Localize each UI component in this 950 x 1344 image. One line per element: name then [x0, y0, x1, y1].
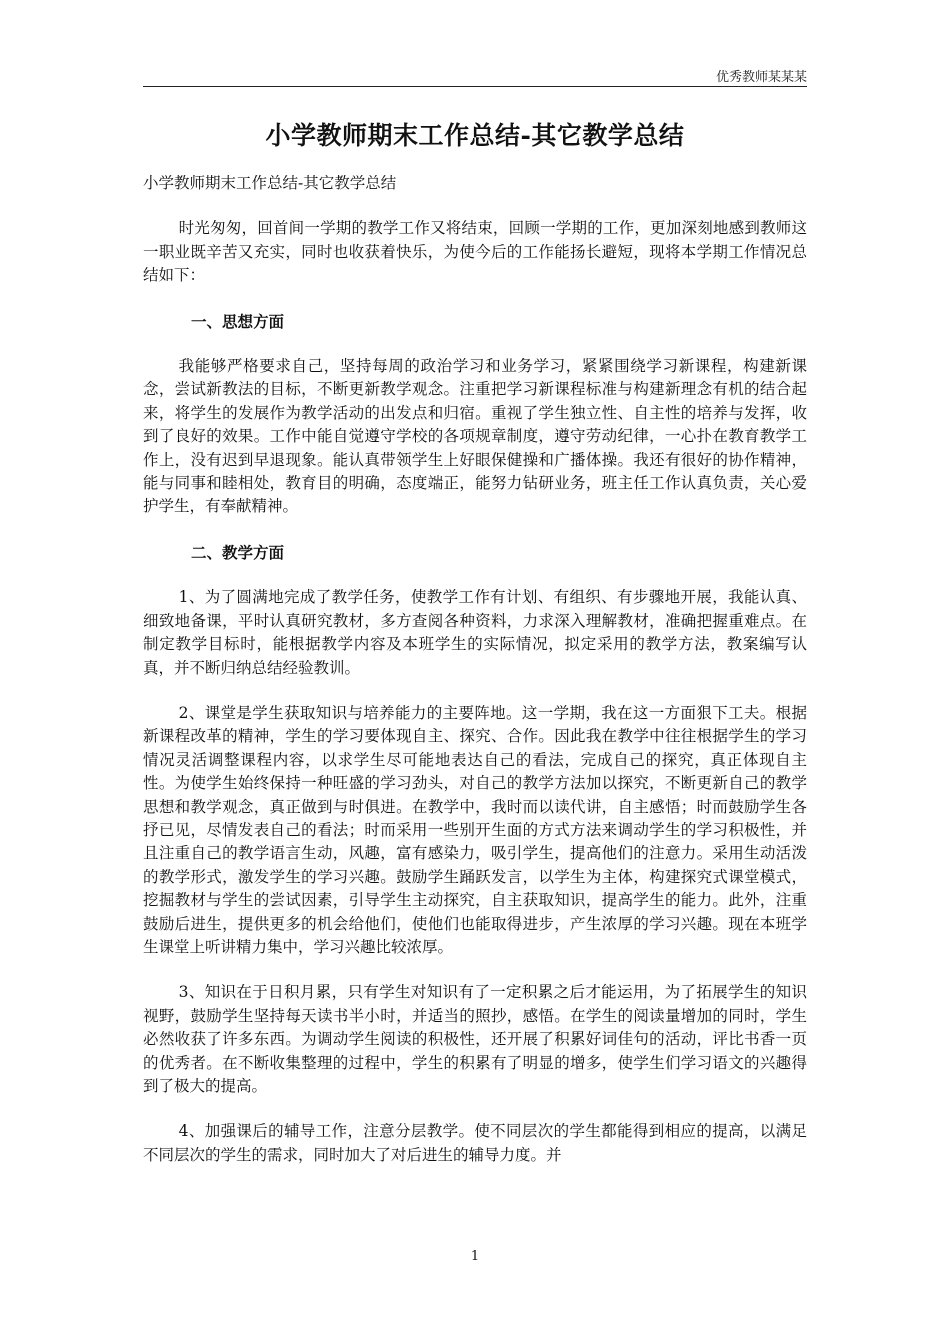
header-divider: [143, 86, 807, 87]
section-paragraph-thought: 我能够严格要求自己，坚持每周的政治学习和业务学习，紧紧围绕学习新课程，构建新课念，尝试新教法的目标，不断更新教学观念。注重把学习新课程标准与构建新理念有机的结合起来，将学生的发展作为教学活动的出发点和归宿。重视了学生独立性、自主性的培养与发挥，收到了良好的效果。工作中能自觉遵守学校的各项规章制度，遵守劳动纪律，一心扑在教育教学工作上，没有迟到早退现象。能认真带领学生上好眼保健操和广播体操。我还有很好的协作精神，能与同事和睦相处，教育目的明确，态度端正，能努力钻研业务，班主任工作认真负责，关心爱护学生，有奉献精神。: [143, 357, 807, 516]
running-header: 优秀教师某某某: [715, 70, 807, 85]
section-heading-thought: 一、思想方面: [191, 311, 285, 331]
document-body: [143, 172, 807, 1167]
teaching-paragraph-2: 2、课堂是学生获取知识与培养能力的主要阵地。这一学期，我在这一方面狠下工夫。根据新课程改革的精神，学生的学习要体现自主、探究、合作。因此我在教学中往往根据学生的学习情况灵活调整课程内容，以求学生尽可能地表达自己的看法，完成自己的探究，真正体现自主性。为使学生始终保持一种旺盛的学习劲头，对自己的教学方法加以探究，不断更新自己的教学思想和教学观念，真正做到与时俱进。在教学中，我时而以读代讲，自主感悟；时而鼓励学生各抒已见，尽情发表自己的看法；时而采用一些别开生面的方式方法来调动学生的学习积极性，并且注重自己的教学语言生动，风趣，富有感染力，吸引学生，提高他们的注意力。采用生动活泼的教学形式，激发学生的学习兴趣。鼓励学生踊跃发言，以学生为主体，构建探究式课堂模式，挖掘教材与学生的尝试因素，引导学生主动探究，自主获取知识，提高学生的能力。此外，注重鼓励后进生，提供更多的机会给他们，使他们也能取得进步，产生浓厚的学习兴趣。现在本班学生课堂上听讲精力集中，学习兴趣比较浓厚。: [143, 703, 807, 956]
teaching-paragraph-4: 4、加强课后的辅导工作，注意分层教学。使不同层次的学生都能得到相应的提高，以满足不同层次的学生的需求，同时加大了对后进生的辅导力度。并: [143, 1122, 807, 1164]
section-heading-teaching: 二、教学方面: [191, 542, 285, 562]
intro-paragraph: 时光匆匆，回首间一学期的教学工作又将结束，回顾一学期的工作，更加深刻地感到教师这一职业既辛苦又充实，同时也收获着快乐，为使今后的工作能扬长避短，现将本学期工作情况总结如下：: [143, 219, 807, 285]
document-title: 小学教师期末工作总结-其它教学总结: [265, 121, 685, 150]
teaching-paragraph-3: 3、知识在于日积月累，只有学生对知识有了一定积累之后才能运用，为了拓展学生的知识视野，鼓励学生坚持每天读书半小时，并适当的照抄，感悟。在学生的阅读量增加的同时，学生必然收获了许多东西。为调动学生阅读的积极性，还开展了积累好词佳句的活动，评比书香一页的优秀者。在不断收集整理的过程中，学生的积累有了明显的增多，使学生们学习语文的兴趣得到了极大的提高。: [143, 983, 807, 1095]
teaching-paragraph-1: 1、为了圆满地完成了教学任务，使教学工作有计划、有组织、有步骤地开展，我能认真、细致地备课，平时认真研究教材，多方查阅各种资料，力求深入理解教材，准确把握重难点。在制定教学目标时，能根据教学内容及本班学生的实际情况，拟定采用的教学方法，教案编写认真，并不断归纳总结经验教训。: [143, 588, 807, 677]
page-number: 1: [470, 1249, 480, 1264]
subtitle: 小学教师期末工作总结-其它教学总结: [143, 174, 397, 192]
